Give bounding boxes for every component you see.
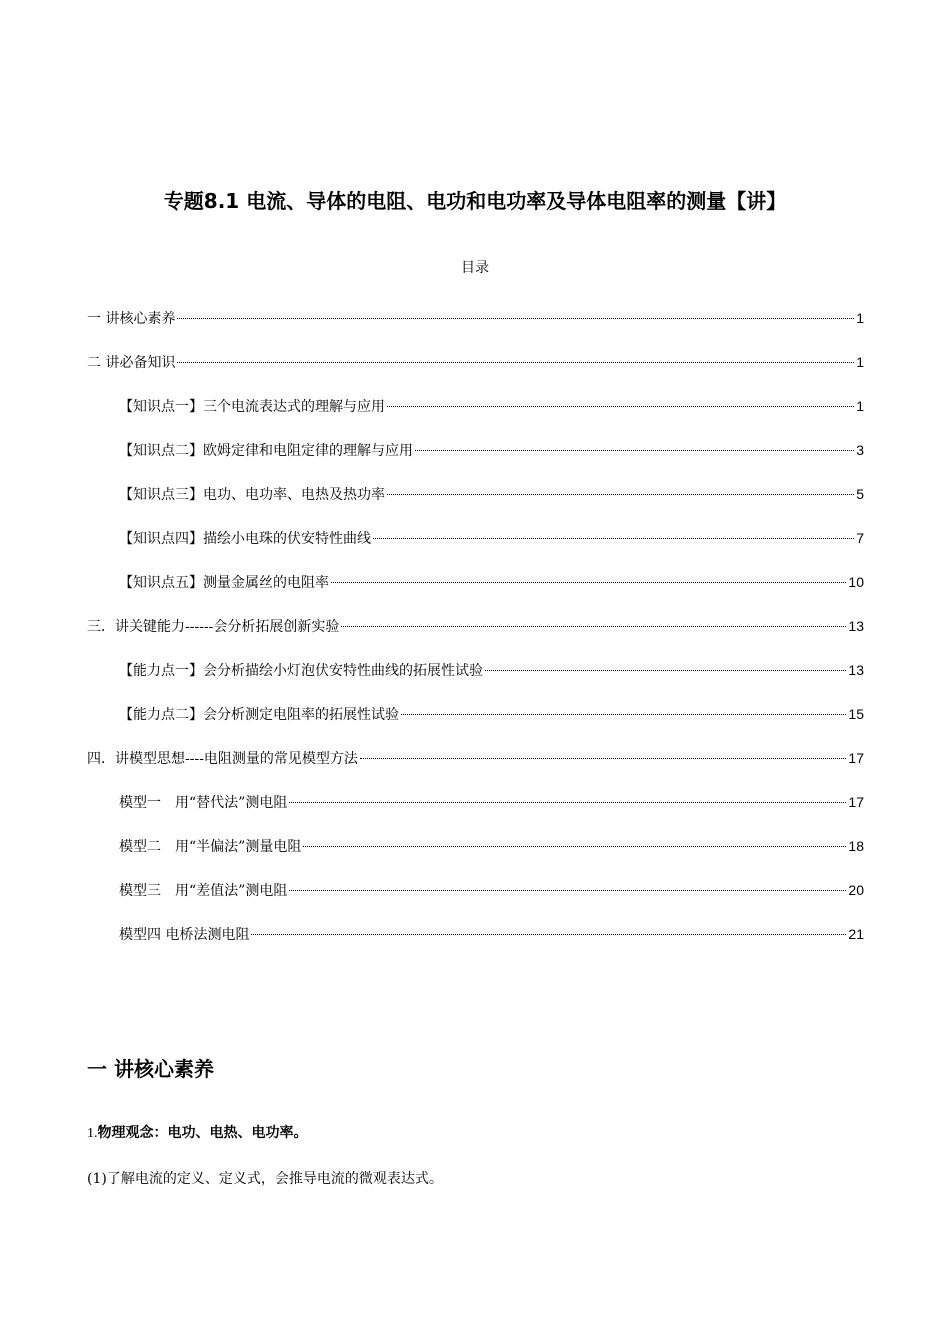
toc-entry-text: 二 讲必备知识: [87, 355, 176, 371]
toc-dot-leader: [251, 934, 846, 935]
toc-dot-leader: [177, 362, 854, 363]
toc-dot-leader: [289, 890, 846, 891]
toc-entry-text: 【知识点四】描绘小电珠的伏安特性曲线: [119, 531, 371, 547]
toc-page-number: 10: [848, 574, 864, 590]
toc-entry[interactable]: [87, 526, 864, 570]
toc-entry[interactable]: [87, 350, 864, 394]
toc-dot-leader: [401, 714, 846, 715]
document-title: 专题8.1 电流、导体的电阻、电功和电功率及导体电阻率的测量【讲】: [163, 189, 787, 213]
toc-entry-text: 【能力点一】会分析描绘小灯泡伏安特性曲线的拓展性试验: [119, 663, 483, 679]
toc-dot-leader: [303, 846, 846, 847]
toc-entry[interactable]: [87, 746, 864, 790]
toc-entry[interactable]: [87, 482, 864, 526]
toc-entry[interactable]: [87, 394, 864, 438]
toc-entry[interactable]: [87, 438, 864, 482]
toc-entry[interactable]: [87, 878, 864, 922]
toc-dot-leader: [373, 538, 854, 539]
toc-entry-text: 【能力点二】会分析测定电阻率的拓展性试验: [119, 707, 399, 723]
toc-page-number: 3: [856, 442, 864, 458]
toc-page-number: 20: [848, 882, 864, 898]
toc-entry-text: 【知识点五】测量金属丝的电阻率: [119, 575, 329, 591]
toc-dot-leader: [387, 494, 854, 495]
toc-page-number: 15: [848, 706, 864, 722]
toc-dot-leader: [177, 318, 854, 319]
toc-entry-text: 四．讲模型思想----电阻测量的常见模型方法: [87, 751, 358, 767]
body-paragraph: (1)了解电流的定义、定义式，会推导电流的微观表达式。: [87, 1171, 443, 1187]
toc-entry-text: 【知识点二】欧姆定律和电阻定律的理解与应用: [119, 443, 413, 459]
toc-dot-leader: [485, 670, 846, 671]
toc-page-number: 13: [848, 662, 864, 678]
toc-entry-text: 模型三 用“差值法”测电阻: [119, 883, 288, 899]
toc-entry-text: 模型四 电桥法测电阻: [119, 927, 250, 943]
toc-dot-leader: [341, 626, 846, 627]
toc-page-number: 1: [856, 310, 864, 326]
toc-entry-text: 模型一 用“替代法”测电阻: [119, 795, 288, 811]
toc-dot-leader: [289, 802, 846, 803]
toc-entry[interactable]: [87, 834, 864, 878]
toc-entry[interactable]: [87, 306, 864, 350]
toc-dot-leader: [331, 582, 846, 583]
toc-page-number: 1: [856, 398, 864, 414]
toc-page-number: 5: [856, 486, 864, 502]
table-of-contents: [87, 306, 864, 966]
toc-entry-text: 【知识点三】电功、电功率、电热及热功率: [119, 487, 385, 503]
toc-entry-text: 三．讲关键能力------会分析拓展创新实验: [87, 619, 340, 635]
toc-page-number: 7: [856, 530, 864, 546]
toc-dot-leader: [387, 406, 854, 407]
toc-entry[interactable]: [87, 614, 864, 658]
toc-entry[interactable]: [87, 570, 864, 614]
toc-page-number: 18: [848, 838, 864, 854]
toc-dot-leader: [415, 450, 854, 451]
toc-page-number: 13: [848, 618, 864, 634]
toc-entry[interactable]: [87, 702, 864, 746]
toc-page-number: 17: [848, 750, 864, 766]
toc-entry[interactable]: [87, 658, 864, 702]
toc-page-number: 17: [848, 794, 864, 810]
toc-entry[interactable]: [87, 922, 864, 966]
item-title: 物理观念：电功、电热、电功率。: [97, 1125, 308, 1141]
section-heading: 一 讲核心素养: [87, 1057, 214, 1081]
toc-entry-text: 【知识点一】三个电流表达式的理解与应用: [119, 399, 385, 415]
toc-page-number: 1: [856, 354, 864, 370]
toc-entry-text: 一 讲核心素养: [87, 311, 176, 327]
toc-entry-text: 模型二 用“半偏法”测量电阻: [119, 839, 302, 855]
toc-heading: 目录: [461, 260, 489, 276]
core-literacy-item: [87, 1122, 308, 1145]
item-number: 1.: [87, 1126, 98, 1141]
toc-dot-leader: [360, 758, 847, 759]
toc-page-number: 21: [848, 926, 864, 942]
toc-entry[interactable]: [87, 790, 864, 834]
